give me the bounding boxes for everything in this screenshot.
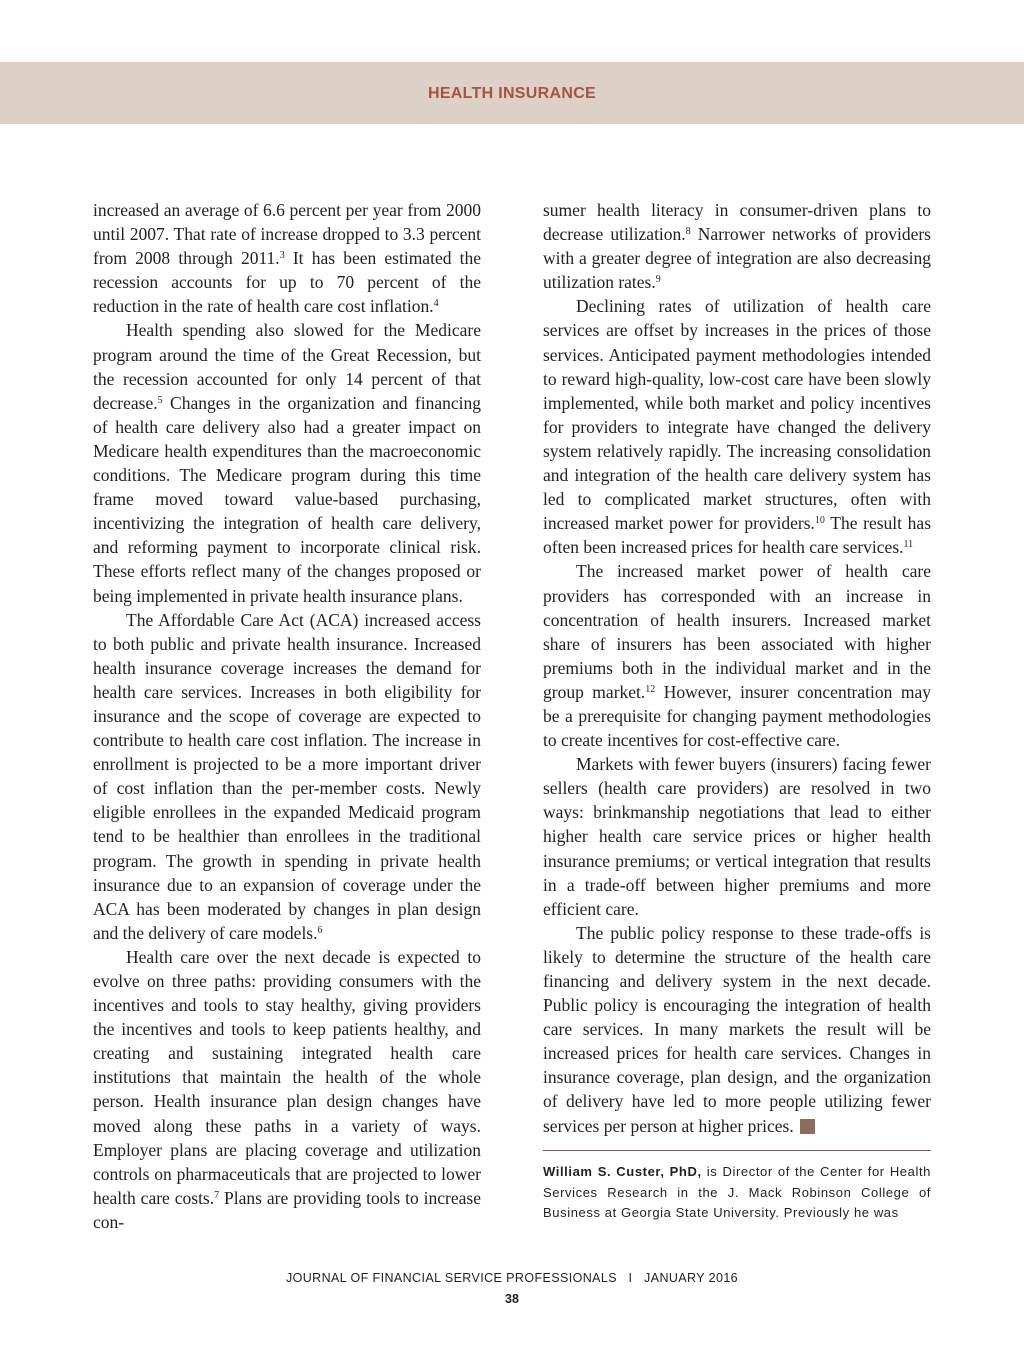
paragraph-text: The increased market power of health care providers has corresponded with an increase in concentration of health insurers. Increased market share of insurers has been associated with higher premiums both in the individual market and in the group market. [543, 561, 931, 702]
paragraph-text: increased an average of 6.6 percent per year from 2000 until 2007. That rate of increase dropped to 3.3 percent from 2008 through 2011. [93, 200, 481, 269]
paragraph-text: Narrower networks of providers with a greater degree of integration are also decreasing utilization rates. [543, 224, 931, 293]
author-bio [543, 1162, 931, 1224]
author-name: William S. Custer, PhD, [543, 1164, 702, 1179]
footnote-ref: 7 [214, 1189, 220, 1201]
paragraph [543, 294, 931, 559]
paragraph-text: However, insurer concentration may be a prerequisite for changing payment methodologies to create incentives for cost-effective care. [543, 681, 931, 751]
footnote-ref: 9 [655, 274, 661, 286]
paragraph-text: The public policy response to these trade-offs is likely to determine the structure of the health care financing and delivery system in the next decade. Public policy is encouraging the integration of health care services. In many markets the result will be increased prices for health care services. Changes in insurance coverage, plan design, and the organization of delivery have led to more people utilizing fewer services per person at higher prices. [543, 922, 931, 1136]
paragraph [543, 559, 931, 752]
end-of-article-mark [800, 1119, 815, 1134]
paragraph-text: Health spending also slowed for the Medicare program around the time of the Great Recession, but the recession accounted for only 14 percent of that decrease. [93, 320, 481, 413]
paragraph [543, 198, 931, 294]
paragraph [543, 921, 931, 1138]
paragraph [93, 318, 481, 607]
footnote-ref: 12 [645, 683, 656, 695]
paragraph-text: The Affordable Care Act (ACA) increased access to both public and private health insurance. Increased health insurance coverage increases the demand for health care services. Increases in both eligibility for insurance and the scope of coverage are expected to contribute to health care cost inflation. The increase in enrollment is projected to be a more important driver of cost inflation than the per-member costs. Newly eligible enrollees in the expanded Medicaid program tend to be healthier than enrollees in the traditional program. The growth in spending in private health insurance due to an expansion of coverage under the ACA has been moderated by changes in plan design and the delivery of care models. [93, 609, 481, 943]
page-number: 38 [505, 1292, 519, 1306]
bio-divider [543, 1150, 931, 1151]
paragraph-text: sumer health literacy in consumer-driven plans to decrease utilization. [543, 200, 931, 245]
article-column-right [543, 198, 931, 1138]
footnote-ref: 4 [433, 298, 439, 310]
paragraph-text: Health care over the next decade is expected to evolve on three paths: providing consumers with the incentives and tools to stay healthy, giving providers the incentives and tools to keep patients healthy, and creating and sustaining integrated health care institutions that maintain the health of the whole person. Health insurance plan design changes have moved along these paths in a variety of ways. Employer plans are placing coverage and utilization controls on pharmaceuticals that are projected to lower health care costs. [93, 946, 481, 1208]
paragraph-text: It has been estimated the recession accounts for up to 70 percent of the reduction in the rate of health care cost inflation. [93, 248, 481, 317]
paragraph-text: Plans are providing tools to increase con- [93, 1187, 481, 1232]
footnote-ref: 11 [903, 539, 914, 551]
footnote-ref: 5 [157, 394, 163, 406]
paragraph-text: Declining rates of utilization of health care services are offset by increases in the prices of those services. Anticipated payment methodologies intended to reward high-quality, low-cost care have been slowly implemented, while both market and policy incentives for providers to integrate have changed the delivery system relatively rapidly. The increasing consolidation and integration of the health care delivery system has led to complicated market structures, often with increased market power for providers. [543, 296, 931, 534]
paragraph-text: The result has often been increased prices for health care services. [543, 513, 932, 558]
footnote-ref: 6 [317, 924, 323, 936]
section-title: HEALTH INSURANCE [427, 85, 597, 102]
article-column-left [93, 198, 481, 1234]
paragraph [93, 608, 481, 945]
author-bio-text: is Director of the Center for Health Services Research in the J. Mack Robinson College of Business at Georgia State University. Previously he was [543, 1164, 932, 1220]
footnote-ref: 10 [814, 515, 825, 527]
paragraph-text: Markets with fewer buyers (insurers) facing fewer sellers (health care providers) are resolved in two ways: brinkmanship negotiations that lead to either higher health care service prices or higher health insurance premiums; or vertical integration that results in a trade-off between higher premiums and more efficient care. [543, 754, 931, 919]
paragraph-text: Changes in the organization and financing of health care delivery also had a greater impact on Medicare health expenditures than the macroeconomic conditions. The Medicare program during this time frame moved toward value-based purchasing, incentivizing the integration of health care delivery, and reforming payment to incorporate clinical risk. These efforts reflect many of the changes proposed or being implemented in private health insurance plans. [93, 392, 481, 606]
paragraph [93, 198, 481, 318]
section-header-band [0, 62, 1024, 124]
journal-footer: JOURNAL OF FINANCIAL SERVICE PROFESSIONALS I JANUARY 2016 [285, 1271, 739, 1285]
footnote-ref: 8 [685, 226, 691, 238]
paragraph [93, 945, 481, 1234]
paragraph [543, 752, 931, 921]
footnote-ref: 3 [279, 250, 285, 262]
